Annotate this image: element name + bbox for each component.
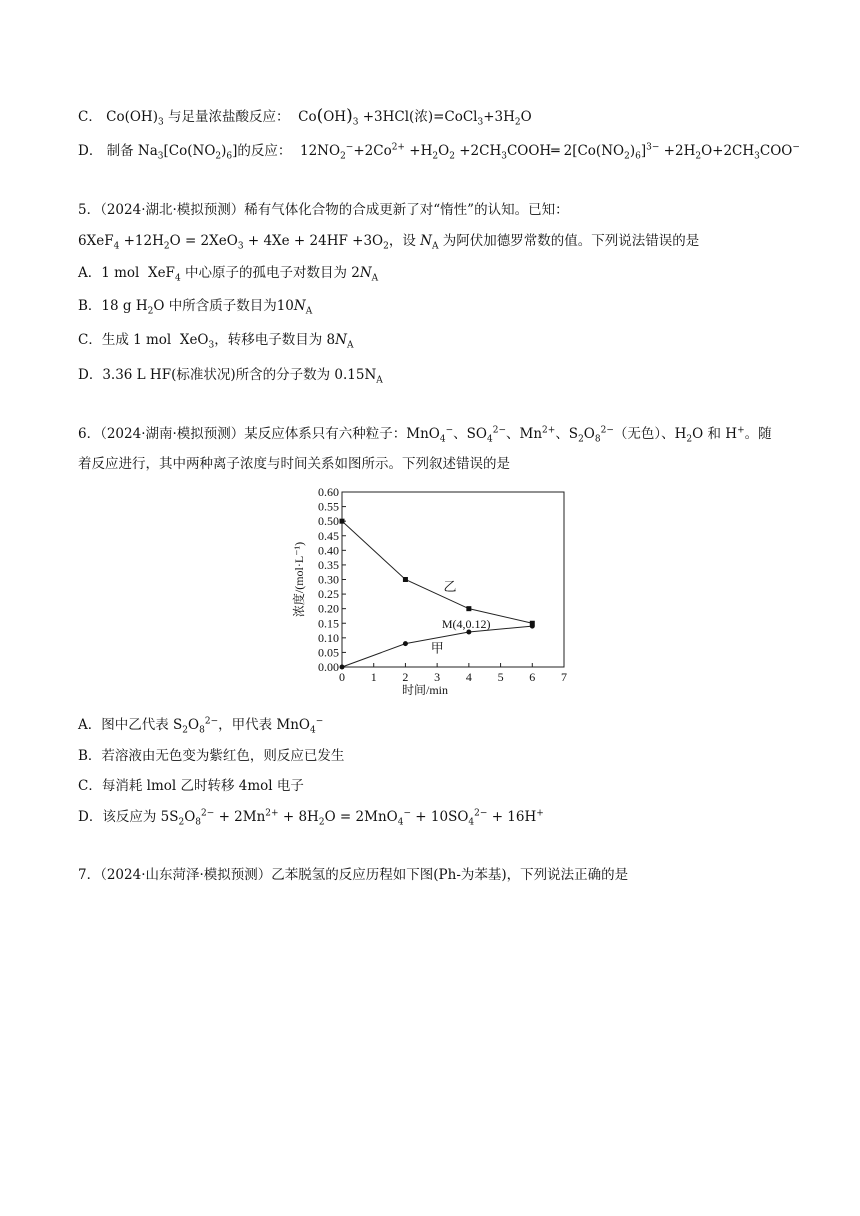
y-tick-label: 0.35 xyxy=(318,557,339,572)
q6-stem-2: 着反应进行，其中两种离子浓度与时间关系如图所示。下列叙述错误的是 xyxy=(78,456,510,472)
q5-option-b: B．18 g $H_2O$ 中所含质子数目为$10N_A$ xyxy=(78,298,313,317)
y-tick-label: 0.25 xyxy=(318,587,339,602)
series-label: 乙 xyxy=(443,579,457,595)
y-tick-label: 0.50 xyxy=(318,514,339,529)
q5-stem-equation: $6XeF_4 +12H_2O = 2XeO_3 + 4Xe + 24HF +3O_2$，设 $N_A$ 为阿伏加德罗常数的值。下列说法错误的是 xyxy=(78,233,700,252)
y-tick-label: 0.10 xyxy=(318,630,339,645)
option-text: 制备 $Na_3[Co(NO_2)_6]$的反应： xyxy=(106,143,296,162)
prev-option-c xyxy=(78,107,532,126)
x-tick-label: 2 xyxy=(402,670,409,684)
q6-option-d: D．该反应为 $5S_2O_8^{2-} + 2Mn^{2+} + 8H_2O = 2MnO_4^- + 10SO_4^{2-} + 16H^+$ xyxy=(78,808,544,828)
q6-option-b: B．若溶液由无色变为紫红色，则反应已发生 xyxy=(78,748,345,764)
x-tick-label: 5 xyxy=(497,670,504,684)
y-tick-label: 0.15 xyxy=(318,616,339,631)
x-tick-label: 1 xyxy=(370,670,377,684)
x-tick-label: 4 xyxy=(465,670,472,684)
series-label: 甲 xyxy=(430,640,444,656)
q6-option-c: C．每消耗 lmol 乙时转移 4mol 电子 xyxy=(78,778,304,794)
prev-option-d xyxy=(78,142,800,160)
x-tick-label: 6 xyxy=(529,670,536,684)
y-tick-label: 0.05 xyxy=(318,645,339,660)
q6-option-a: A．图中乙代表 $S_2O_8^{2-}$，甲代表 MnO$_4$− xyxy=(78,716,324,736)
y-tick-label: 0.30 xyxy=(318,572,339,587)
x-tick-label: 3 xyxy=(434,670,441,684)
series-line-yi xyxy=(342,521,532,623)
y-tick-label: 0.60 xyxy=(318,485,339,499)
option-label: C． xyxy=(78,109,102,125)
y-tick-label: 0.20 xyxy=(318,601,339,616)
data-point-circle xyxy=(340,665,345,670)
q7-stem: 7．（2024·山东菏泽·模拟预测）乙苯脱氢的反应历程如下图(Ph-为苯基)，下列说法正确的是 xyxy=(78,867,629,883)
y-tick-label: 0.55 xyxy=(318,499,339,514)
data-point-square xyxy=(403,577,408,582)
q5-stem: 5．（2024·湖北·模拟预测）稀有气体化合物的合成更新了对“惰性”的认知。已知： xyxy=(78,202,569,218)
data-point-circle xyxy=(530,624,535,629)
annotation-m: M(4,0.12) xyxy=(441,617,491,631)
y-tick-label: 0.00 xyxy=(318,660,339,674)
q5-option-c: C．生成 1 mol XeO$_3$，转移电子数目为 $8N_A$ xyxy=(78,332,354,351)
option-equation: $12NO_2^-+2Co^{2+} +H_2O_2$ $+2CH_3COOH═$ $2[Co(NO_2)_6]^{3-} +2H_2O+2CH_3COO^-$ xyxy=(300,142,800,162)
option-equation: $Co(OH)_3 +3HCl$(浓)$=CoCl_3+3H_2O$ xyxy=(298,106,532,128)
concentration-time-chart xyxy=(290,483,590,703)
y-tick-label: 0.40 xyxy=(318,543,339,558)
data-point-circle xyxy=(403,641,408,646)
option-text: $Co(OH)_3$ 与足量浓盐酸反应： xyxy=(106,109,294,128)
y-axis-title: 浓度/(mol·L⁻¹) xyxy=(292,541,306,618)
y-tick-label: 0.45 xyxy=(318,528,339,543)
q5-option-a: A．1 mol XeF$_4$ 中心原子的孤电子对数目为 $2N_A$ xyxy=(78,265,379,284)
data-point-square xyxy=(466,606,471,611)
x-tick-label: 0 xyxy=(339,670,345,684)
x-axis-title: 时间/min xyxy=(401,683,449,697)
option-label: D． xyxy=(78,143,103,159)
x-tick-label: 7 xyxy=(561,670,567,684)
q6-stem: 6．（2024·湖南·模拟预测）某反应体系只有六种粒子：MnO$_4$−、$SO_4^{2-}$、$Mn^{2+}$、$S_2O_8^{2-}$（无色）、$H_2O$ 和 H+。随 xyxy=(78,425,772,445)
q5-option-d: D．3.36 L HF(标准状况)所含的分子数为 $0.15N_A$ xyxy=(78,367,383,386)
data-point-square xyxy=(340,519,345,524)
